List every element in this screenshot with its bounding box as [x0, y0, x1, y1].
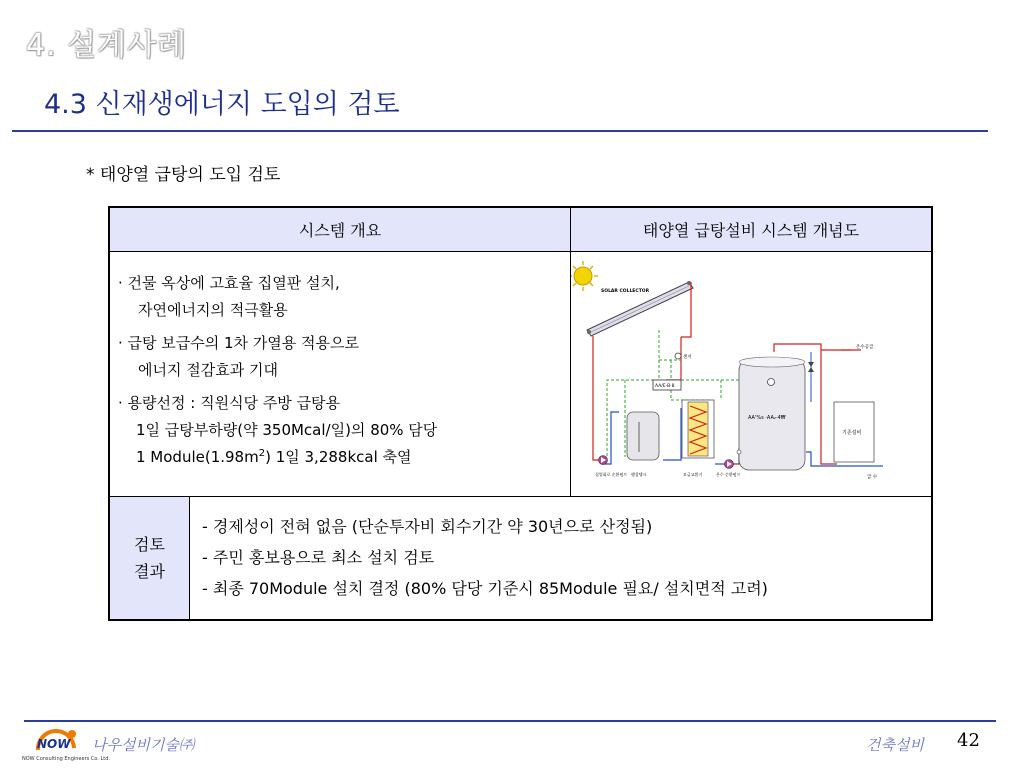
result-line: - 경제성이 전혀 없음 (단순투자비 회수기간 약 30년으로 산정됨): [202, 517, 653, 536]
collector-pump-icon: [599, 456, 608, 465]
result-cell: [190, 497, 931, 619]
diagram-cell: [571, 252, 931, 497]
storage-tank: [739, 357, 805, 470]
solar-system-diagram: [571, 252, 931, 497]
cold-water-label: 급 수: [867, 475, 878, 480]
existing-heater-label: 기존설비: [842, 430, 862, 436]
page-number: 42: [957, 730, 980, 751]
exp-tank-label: 팽창탱크: [631, 472, 647, 477]
department-name: 건축설비: [866, 736, 924, 754]
gauge-icon: [737, 450, 741, 454]
module-area-text: 1 Module(1.98m: [136, 448, 259, 466]
result-label-line: 검토: [134, 535, 165, 554]
expansion-tank: [627, 412, 659, 460]
hot-water-pump-icon: [725, 460, 734, 469]
superscript: 2: [258, 448, 266, 459]
overview-line: · 급탕 보급수의 1차 가열용 적용으로: [118, 334, 360, 352]
section-title: 4. 설계사례: [26, 28, 188, 63]
logo-subtext: NOW Consulting Engineers Co. Ltd.: [22, 756, 110, 762]
sensor-icon: [675, 353, 681, 359]
subtitle: * 태양열 급탕의 도입 검토: [86, 165, 281, 185]
result-line: - 최종 70Module 설치 결정 (80% 담당 기준시 85Module 필요/ 설치면적 고려): [202, 579, 768, 598]
review-table: [108, 206, 933, 621]
overview-line: · 용량선정 : 직원식당 주방 급탕용: [118, 394, 341, 412]
company-name: 나우설비기술㈜: [92, 736, 194, 754]
overview-line: [118, 444, 570, 471]
logo-text: NOW: [37, 737, 71, 751]
heat-exchanger: [682, 400, 714, 458]
page-title: 4.3 신재생에너지 도입의 검토: [44, 89, 400, 120]
diagram-header: 태양열 급탕설비 시스템 개념도: [571, 208, 931, 252]
sensor-label: 센서: [683, 355, 692, 360]
footer-divider: [24, 720, 996, 722]
hot-supply-label: 온수공급: [856, 345, 874, 350]
collector-label: SOLAR COLLECTOR: [601, 289, 650, 294]
overview-line: 1일 급탕부하량(약 350Mcal/일)의 80% 담당: [136, 421, 438, 439]
valve-icon: [808, 362, 814, 367]
overview-cell: [110, 252, 571, 497]
result-label: [110, 497, 190, 619]
sun-icon: [571, 261, 598, 291]
pump2-label: 온수 순환펌프: [716, 472, 741, 477]
result-label-line: 결과: [134, 562, 165, 581]
storage-tank-label: AA'%s ·AA₂·4₩: [748, 415, 786, 421]
pump1-label: 집열회로 순환펌프: [595, 472, 628, 477]
module-capacity-text: ) 1일 3,288kcal 축열: [265, 448, 412, 466]
overview-line: 에너지 절감효과 기대: [138, 361, 278, 379]
overview-header: 시스템 개요: [110, 208, 571, 252]
exchanger-label: 보급교환기: [683, 472, 703, 477]
title-divider: [12, 130, 988, 132]
overview-line: 자연에너지의 적극활용: [138, 301, 288, 319]
controller-label: AA/E·B·8: [655, 384, 675, 389]
result-line: - 주민 홍보용으로 최소 설치 검토: [202, 548, 435, 567]
overview-line: · 건물 옥상에 고효율 집열판 설치,: [118, 274, 340, 292]
valve-icon: [808, 367, 814, 372]
